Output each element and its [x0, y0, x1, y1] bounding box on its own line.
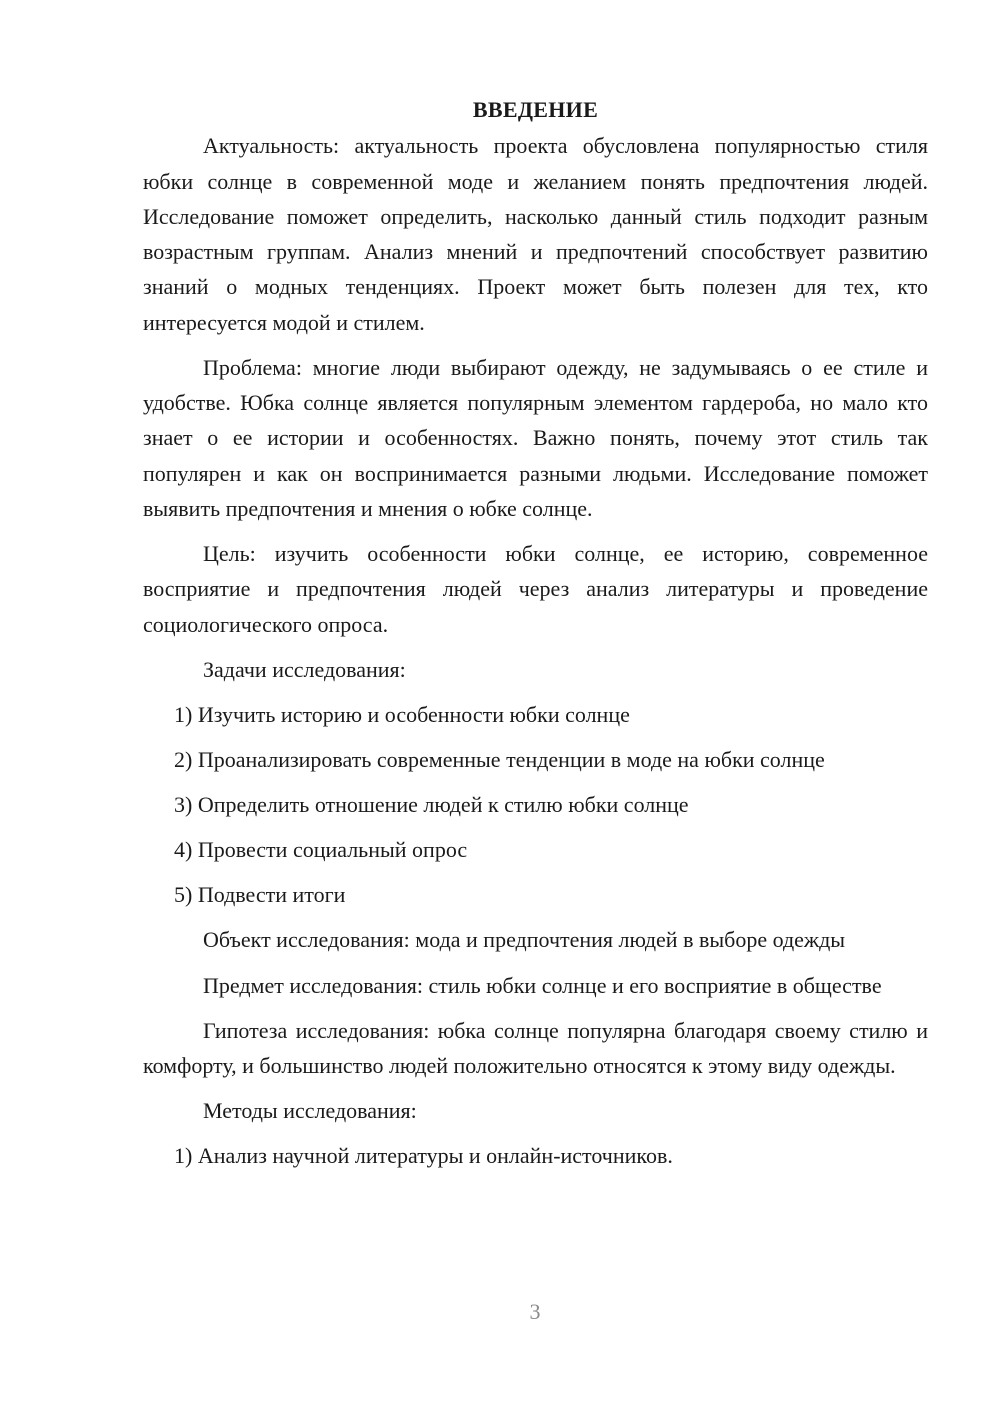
- goal-paragraph: Цель: изучить особенности юбки солнце, ее историю, современное восприятие и предпочтения людей через анализ литературы и проведение социологического опроса.: [143, 541, 928, 637]
- methods-heading: Методы исследования:: [203, 1097, 417, 1123]
- task-item: 5) Подвести итоги: [174, 882, 346, 908]
- subject-paragraph: Предмет исследования: стиль юбки солнце и его восприятие в обществе: [203, 972, 882, 998]
- section-title: ВВЕДЕНИЕ: [472, 97, 599, 122]
- relevance-paragraph: Актуальность: актуальность проекта обусловлена популярностью стиля юбки солнце в современной моде и желанием понять предпочтения людей. Исследование поможет определить, насколько данный стиль подходит разным возрастным группам. Анализ мнений и предпочтений способствует развитию знаний о модных тенденциях. Проект может быть полезен для тех, кто интересуется модой и стилем.: [143, 133, 928, 335]
- task-item: 1) Изучить историю и особенности юбки солнце: [174, 701, 630, 727]
- page-number: 3: [529, 1299, 541, 1324]
- hypothesis-paragraph: Гипотеза исследования: юбка солнце популярна благодаря своему стилю и комфорту, и большинство людей положительно относятся к этому виду одежды.: [143, 1017, 928, 1078]
- task-item: 4) Провести социальный опрос: [174, 837, 468, 863]
- task-item: 2) Проанализировать современные тенденции в моде на юбки солнце: [174, 747, 825, 773]
- tasks-heading: Задачи исследования:: [203, 656, 406, 682]
- document-page: [143, 92, 928, 1183]
- task-item: 3) Определить отношение людей к стилю юбки солнце: [174, 792, 689, 818]
- method-item: 1) Анализ научной литературы и онлайн-источников.: [174, 1143, 673, 1169]
- problem-paragraph: Проблема: многие люди выбирают одежду, не задумываясь о ее стиле и удобстве. Юбка солнце является популярным элементом гардероба, но мало кто знает о ее истории и особенностях. Важно понять, почему этот стиль так популярен и как он воспринимается разными людьми. Исследование поможет выявить предпочтения и мнения о юбке солнце.: [143, 354, 928, 522]
- object-paragraph: Объект исследования: мода и предпочтения людей в выборе одежды: [203, 927, 846, 953]
